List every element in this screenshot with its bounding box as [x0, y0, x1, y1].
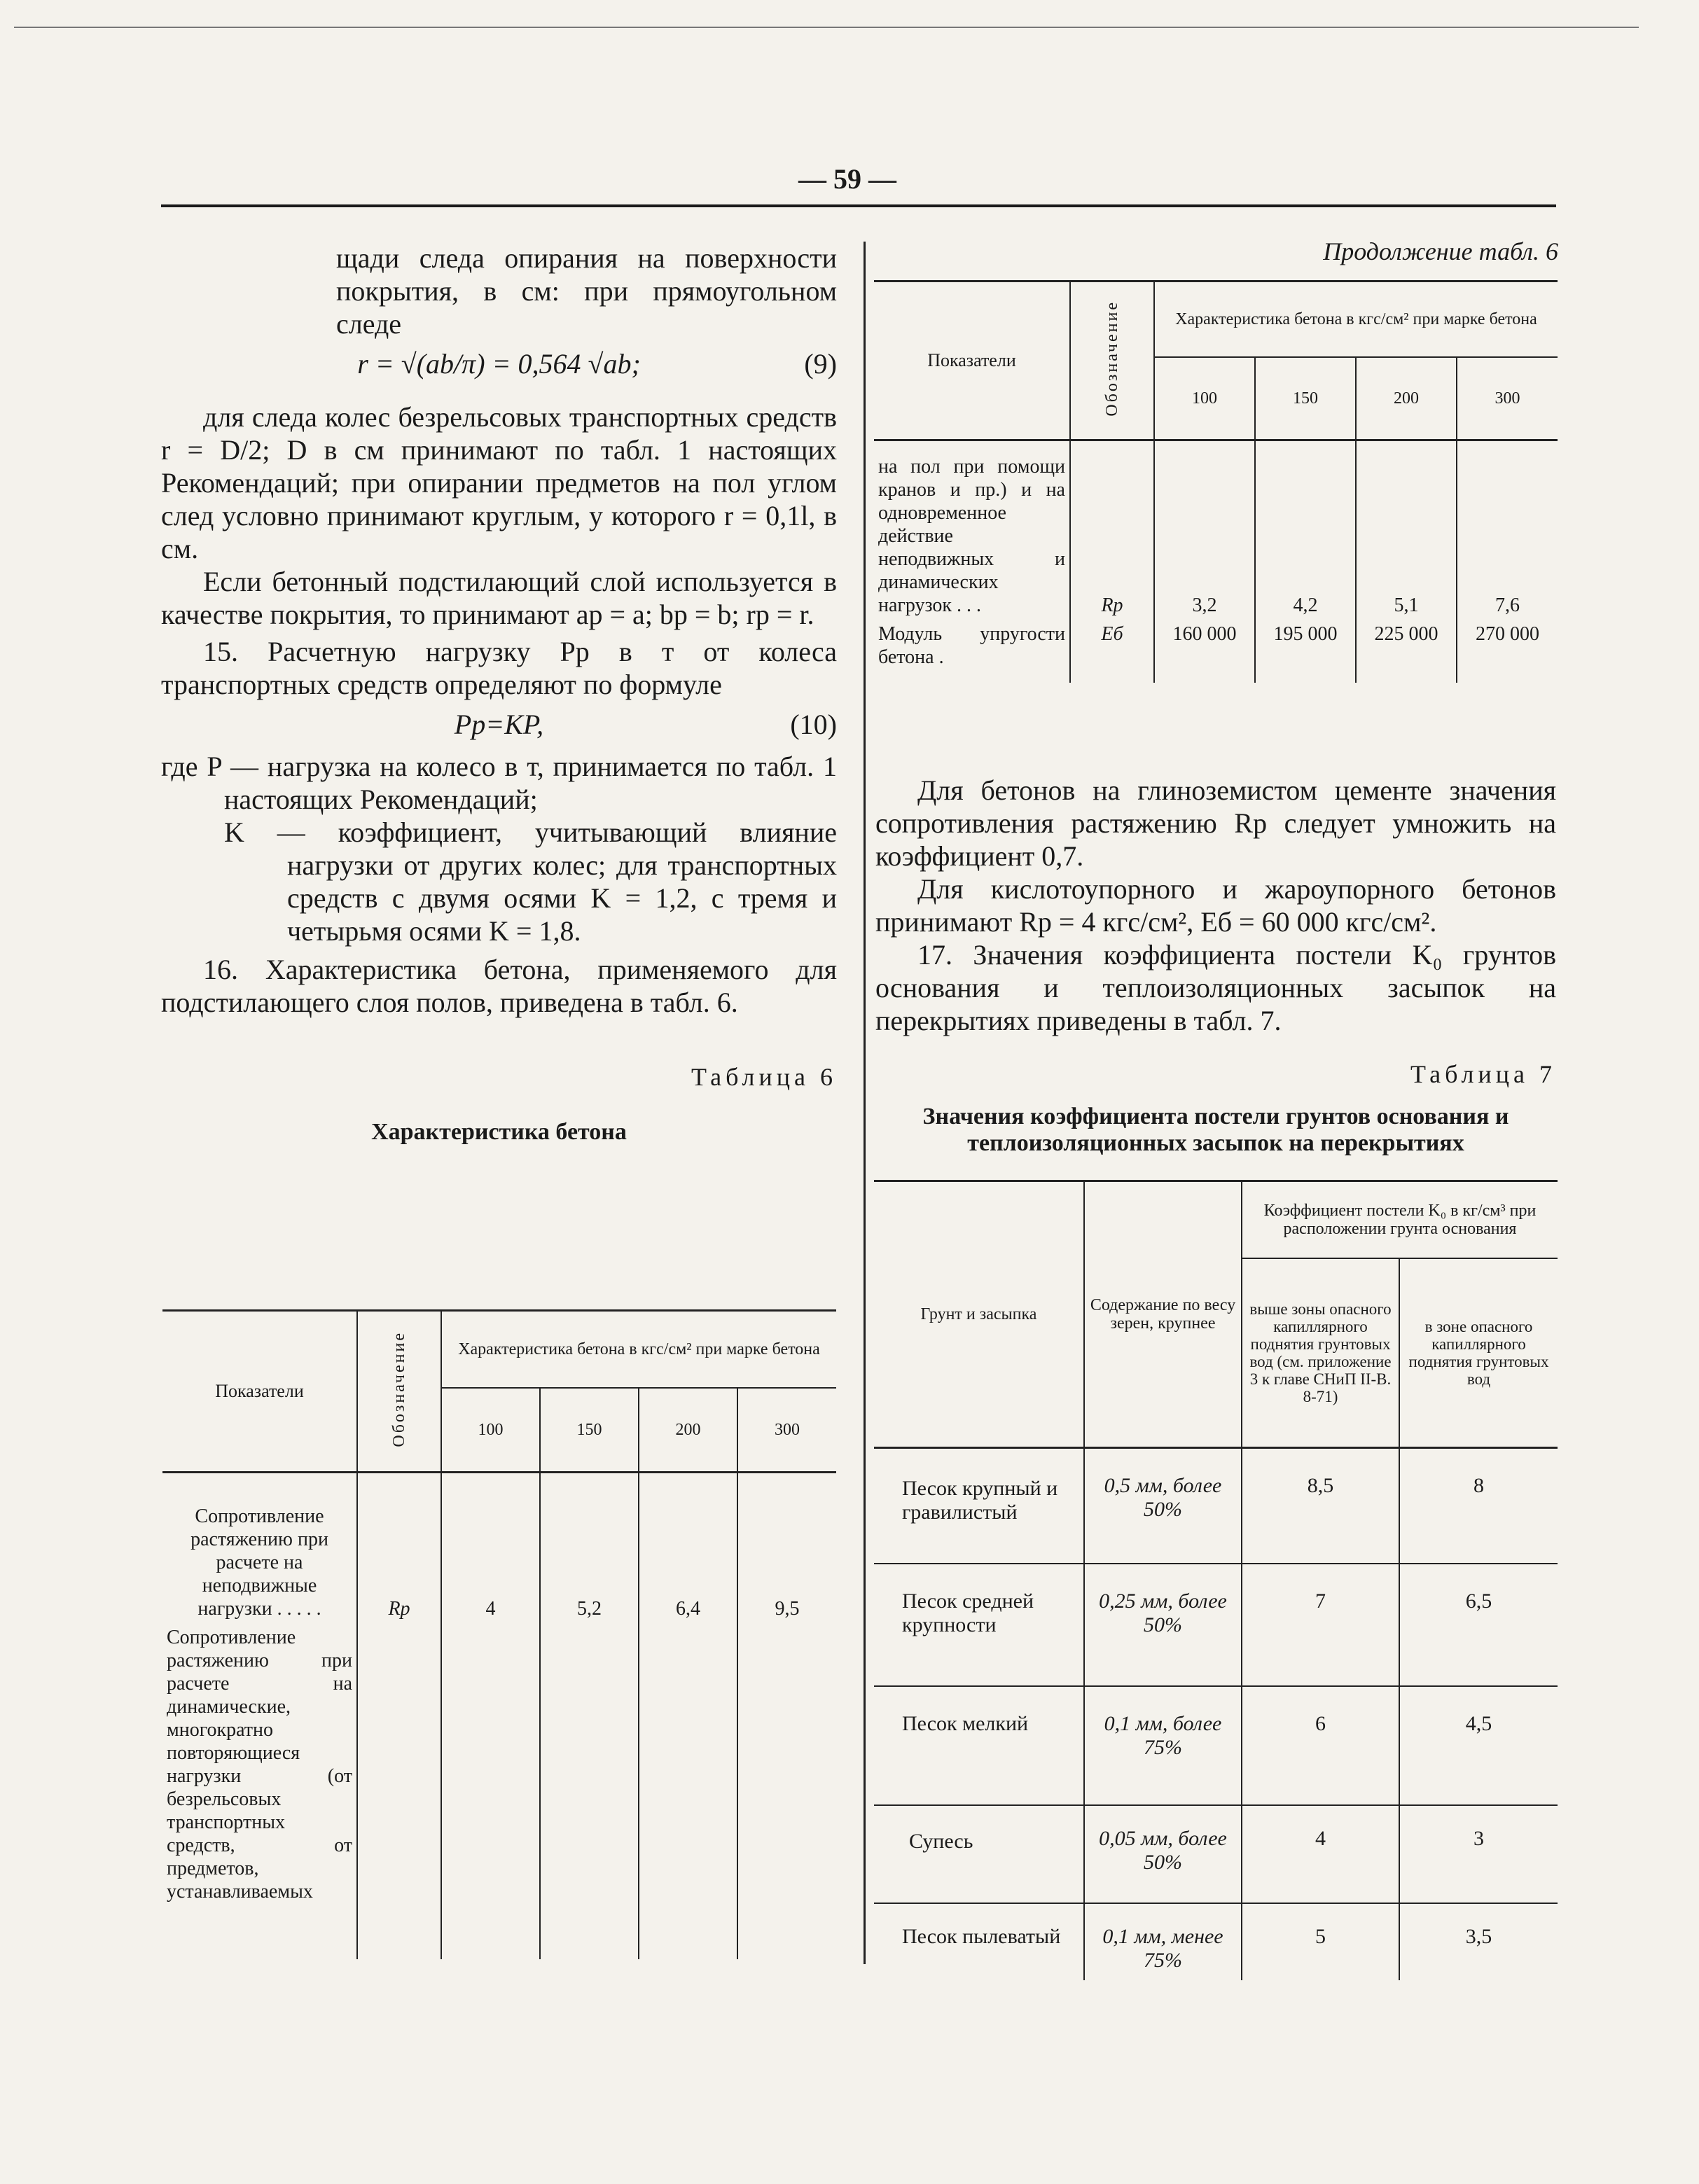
t7-row3-soil: Песок мелкий: [874, 1686, 1084, 1805]
scan-edge-line: [14, 27, 1639, 28]
paragraph-concrete-characteristic: 16. Характеристика бетона, применяемого для подстилающего слоя полов, приведена в табл. 6.: [161, 954, 837, 1018]
t6c-row2-symbol: Eб: [1070, 620, 1154, 683]
t7-header-in: в зоне опасного капиллярного поднятия грунтовых вод: [1399, 1258, 1558, 1448]
t7-header-soil: Грунт и засыпка: [874, 1181, 1084, 1448]
t7-row3-above: 6: [1242, 1686, 1399, 1805]
table6: [162, 1309, 836, 1959]
table6-title: Характеристика бетона: [371, 1119, 627, 1145]
table6-continuation-caption: Продолжение табл. 6: [1323, 237, 1558, 265]
paragraph-alumina-cement: Для бетонов на глиноземистом цементе значения сопротивления растяжению Rр следует умножить на коэффициент 0,7.: [875, 774, 1556, 872]
right-column-text: [875, 774, 1556, 1157]
formula-9-number: (9): [804, 348, 837, 380]
t6-grade-100: 100: [441, 1388, 540, 1473]
t6c-row1-label: на пол при помощи кранов и пр.) и на одновременное действие неподвижных и динамических нагрузок . . .: [874, 440, 1070, 620]
t6-row1-v100: 4: [441, 1473, 540, 1623]
paragraph-concrete-cover: Если бетонный подстилающий слой используется в качестве покрытия, то принимают aр = a; bр = b; rр = r.: [161, 566, 837, 630]
t7-header-above: выше зоны опасного капиллярного поднятия грунтовых вод (см. приложение 3 к главе СНиП II-В. 8-71): [1242, 1258, 1399, 1448]
paragraph-design-load: 15. Расчетную нагрузку Pр в т от колеса транспортных средств определяют по формуле: [161, 636, 837, 700]
formula-10: [161, 701, 837, 750]
t6-row2-v200: [639, 1623, 737, 1959]
t6-row2-symbol: [357, 1623, 441, 1959]
t7-row4-in: 3: [1399, 1805, 1558, 1903]
paragraph-wheel-trace: для следа колес безрельсовых транспортных средств r = D/2; D в см принимают по табл. 1 настоящих Рекомендаций; при опирании предметов на пол углом след условно принимают круглым, у которого r = 0,1l, в см.: [161, 401, 837, 564]
t6-header-char: Характеристика бетона в кгс/см² при марке бетона: [441, 1311, 836, 1389]
t6c-row1-v200: 5,1: [1356, 440, 1457, 620]
t6c-grade-150: 150: [1255, 357, 1356, 440]
t6-grade-300: 300: [737, 1388, 836, 1473]
where-k: K — коэффициент, учитывающий влияние нагрузки от других колес; для транспортных средств с двумя осями K = 1,2, с тремя и четырьмя осями K = 1,8.: [224, 816, 837, 947]
t7-row5-soil: Песок пылеватый: [874, 1903, 1084, 1980]
t6-row1-v200: 6,4: [639, 1473, 737, 1623]
t6c-grade-200: 200: [1356, 357, 1457, 440]
t7-row2-in: 6,5: [1399, 1564, 1558, 1686]
t6-row1-v150: 5,2: [540, 1473, 639, 1623]
page-number: — 59 —: [798, 163, 896, 195]
formula-10-number: (10): [790, 709, 837, 740]
t6c-row2-v300: 270 000: [1457, 620, 1558, 683]
table7: [874, 1180, 1558, 1980]
t6-row1-symbol: Rр: [357, 1473, 441, 1623]
table7-label: Таблица 7: [1410, 1060, 1556, 1088]
t6c-grade-100: 100: [1154, 357, 1255, 440]
t7-row4-above: 4: [1242, 1805, 1399, 1903]
t6-row2-v300: [737, 1623, 836, 1959]
t7-header-content: Содержание по весу зерен, крупнее: [1084, 1181, 1242, 1448]
t6c-header-symbol: [1070, 281, 1154, 440]
t7-row1-soil: Песок крупный и гравилистый: [874, 1448, 1084, 1564]
t6-header-symbol: [357, 1311, 441, 1473]
t7-row2-above: 7: [1242, 1564, 1399, 1686]
t6c-grade-300: 300: [1457, 357, 1558, 440]
t7-row4-content: 0,05 мм, более 50%: [1084, 1805, 1242, 1903]
t6c-row2-v100: 160 000: [1154, 620, 1255, 683]
t6-row2-v150: [540, 1623, 639, 1959]
table6-continued: [874, 280, 1558, 683]
t7-row1-content: 0,5 мм, более 50%: [1084, 1448, 1242, 1564]
header-rule: [161, 204, 1556, 207]
t7-row1-above: 8,5: [1242, 1448, 1399, 1564]
formula-10-expression: Pр=KP,: [454, 709, 544, 740]
t7-row4-soil: Супесь: [874, 1805, 1084, 1903]
t6c-header-indicators: Показатели: [874, 281, 1070, 440]
t6c-row1-symbol: Rр: [1070, 440, 1154, 620]
t7-row3-in: 4,5: [1399, 1686, 1558, 1805]
table7-title: Значения коэффициента постели грунтов основания и теплоизоляционных засыпок на перекрытиях: [922, 1104, 1509, 1156]
t7-header-coef: Коэффициент постели K₀ в кг/см³ при расположении грунта основания: [1242, 1181, 1558, 1259]
t7-row3-content: 0,1 мм, более 75%: [1084, 1686, 1242, 1805]
t7-row5-in: 3,5: [1399, 1903, 1558, 1980]
t7-row1-in: 8: [1399, 1448, 1558, 1564]
table6-label: Таблица 6: [691, 1063, 837, 1091]
column-separator: [864, 242, 866, 1964]
t7-row2-content: 0,25 мм, более 50%: [1084, 1564, 1242, 1686]
where-p: где P — нагрузка на колесо в т, принимается по табл. 1 настоящих Рекомендаций;: [161, 751, 837, 815]
paragraph-bedding-coefficient: 17. Значения коэффициента постели K₀ грунтов основания и теплоизоляционных засыпок на перекрытиях приведены в табл. 7.: [875, 939, 1556, 1036]
t7-row2-soil: Песок средней крупности: [874, 1564, 1084, 1686]
t6-row1-label: Сопротивление растяжению при расчете на неподвижные нагрузки . . . . .: [162, 1473, 357, 1623]
t6c-row2-v150: 195 000: [1255, 620, 1356, 683]
t6c-row1-v150: 4,2: [1255, 440, 1356, 620]
t6c-header-char: Характеристика бетона в кгс/см² при марке бетона: [1154, 281, 1558, 358]
t6-grade-150: 150: [540, 1388, 639, 1473]
t6-grade-200: 200: [639, 1388, 737, 1473]
t6-row1-v300: 9,5: [737, 1473, 836, 1623]
left-column: [161, 242, 837, 1146]
t6-header-indicators: Показатели: [162, 1311, 357, 1473]
t6-row2-v100: [441, 1623, 540, 1959]
paragraph-acid-resistant: Для кислотоупорного и жароупорного бетонов принимают Rр = 4 кгс/см², Eб = 60 000 кгс/см².: [875, 873, 1556, 938]
t6-row2-label: Сопротивление растяжению при расчете на динамические, многократно повторяющиеся нагрузки (от безрельсовых транспортных средств, от предметов, устанавливаемых: [162, 1623, 357, 1959]
t7-row5-above: 5: [1242, 1903, 1399, 1980]
paragraph-trace-area: щади следа опирания на поверхности покрытия, в см: при прямоугольном следе: [336, 242, 837, 340]
t6c-row2-v200: 225 000: [1356, 620, 1457, 683]
t6c-row1-v300: 7,6: [1457, 440, 1558, 620]
t6c-row2-label: Модуль упругости бетона .: [874, 620, 1070, 683]
t6c-header-symbol-text: Обозначение: [1103, 300, 1121, 417]
t7-row5-content: 0,1 мм, менее 75%: [1084, 1903, 1242, 1980]
formula-9-expression: r = √(ab/π) = 0,564 √ab;: [357, 348, 641, 380]
t6c-row1-v100: 3,2: [1154, 440, 1255, 620]
formula-9: [161, 340, 837, 389]
t6-header-symbol-text: Обозначение: [390, 1331, 408, 1447]
